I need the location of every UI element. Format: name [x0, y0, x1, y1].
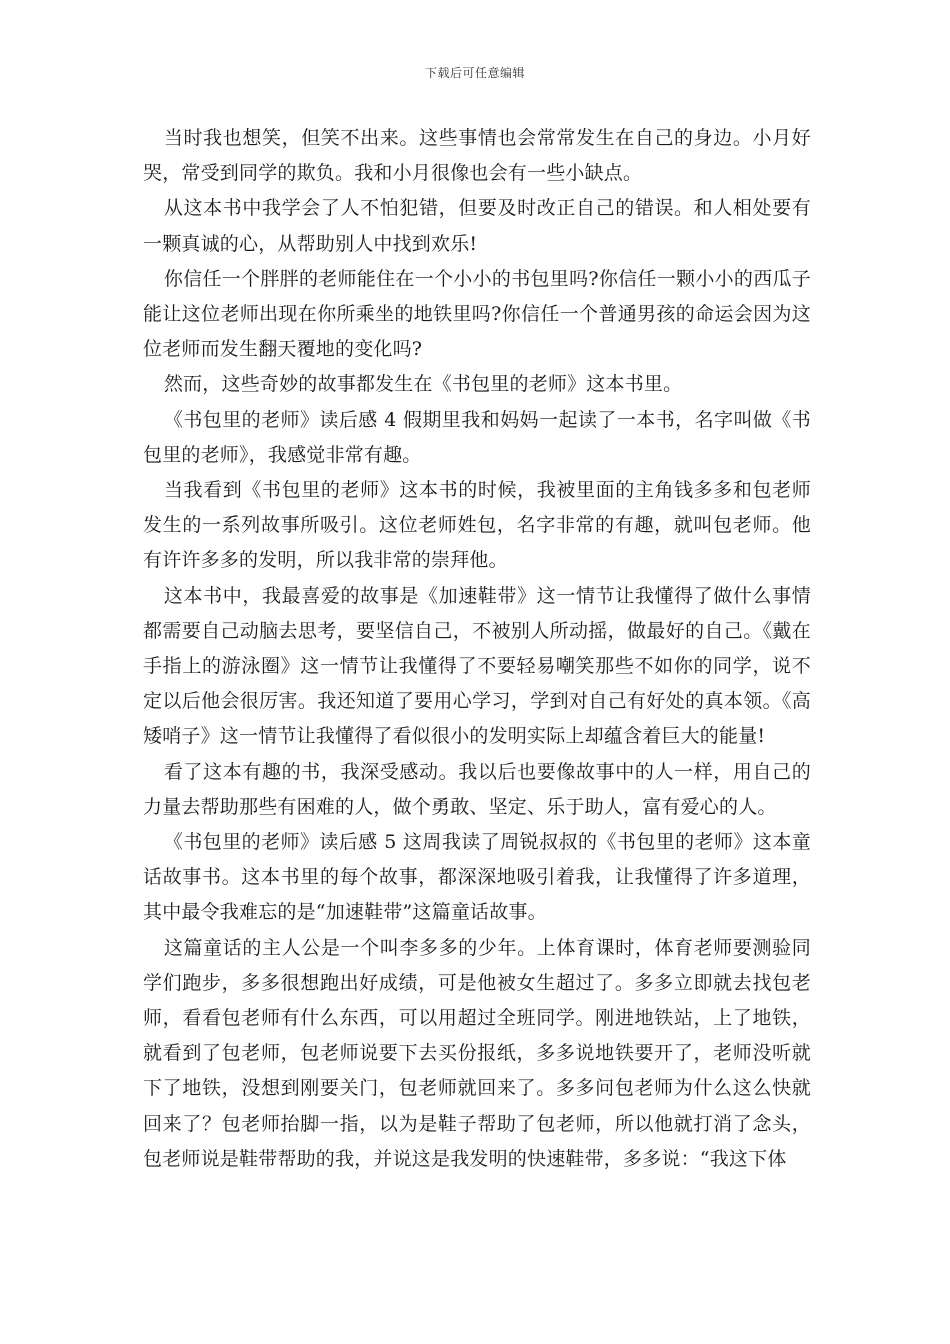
- paragraph: 《书包里的老师》读后感 4 假期里我和妈妈一起读了一本书，名字叫做《书包里的老师》，我感觉非常有趣。: [143, 408, 811, 466]
- paragraph: 这本书中，我最喜爱的故事是《加速鞋带》这一情节让我懂得了做什么事情都需要自己动脑去思考，要坚信自己，不被别人所动摇，做最好的自己。《戴在手指上的游泳圈》这一情节让我懂得了不要轻易嘲笑那些不如你的同学，说不定以后他会很厉害。我还知道了要用心学习，学到对自己有好处的真本领。《高矮哨子》这一情节让我懂得了看似很小的发明实际上却蕴含着巨大的能量!: [143, 584, 811, 748]
- paragraph: 《书包里的老师》读后感 5 这周我读了周锐叔叔的《书包里的老师》这本童话故事书。这本书里的每个故事，都深深地吸引着我，让我懂得了许多道理，其中最令我难忘的是“加速鞋带”这篇童话故事。: [143, 831, 811, 924]
- document-body: [143, 121, 811, 1177]
- paragraph: 你信任一个胖胖的老师能住在一个小小的书包里吗?你信任一颗小小的西瓜子能让这位老师出现在你所乘坐的地铁里吗?你信任一个普通男孩的命运会因为这位老师而发生翻天覆地的变化吗?: [143, 267, 811, 361]
- paragraph: 当我看到《书包里的老师》这本书的时候，我被里面的主角钱多多和包老师发生的一系列故事所吸引。这位老师姓包，名字非常的有趣，就叫包老师。他有许许多多的发明，所以我非常的崇拜他。: [143, 479, 811, 572]
- paragraph: 当时我也想笑，但笑不出来。这些事情也会常常发生在自己的身边。小月好哭，常受到同学的欺负。我和小月很像也会有一些小缺点。: [143, 127, 811, 185]
- paragraph: 这篇童话的主人公是一个叫李多多的少年。上体育课时，体育老师要测验同学们跑步，多多很想跑出好成绩，可是他被女生超过了。多多立即就去找包老师，看看包老师有什么东西，可以用超过全班同学。刚进地铁站，上了地铁，就看到了包老师，包老师说要下去买份报纸，多多说地铁要开了，老师没听就下了地铁，没想到刚要关门，包老师就回来了。多多问包老师为什么这么快就回来了？包老师抬脚一指，以为是鞋子帮助了包老师，所以他就打消了念头，包老师说是鞋带帮助的我，并说这是我发明的快速鞋带，多多说：“我这下体: [143, 936, 811, 1170]
- paragraph: 看了这本有趣的书，我深受感动。我以后也要像故事中的人一样，用自己的力量去帮助那些有困难的人，做个勇敢、坚定、乐于助人，富有爱心的人。: [143, 760, 811, 818]
- page-header-note: 下载后可任意编辑: [424, 66, 525, 80]
- paragraph: 然而，这些奇妙的故事都发生在《书包里的老师》这本书里。: [163, 373, 683, 396]
- paragraph: 从这本书中我学会了人不怕犯错，但要及时改正自己的错误。和人相处要有一颗真诚的心，从帮助别人中找到欢乐!: [143, 197, 811, 255]
